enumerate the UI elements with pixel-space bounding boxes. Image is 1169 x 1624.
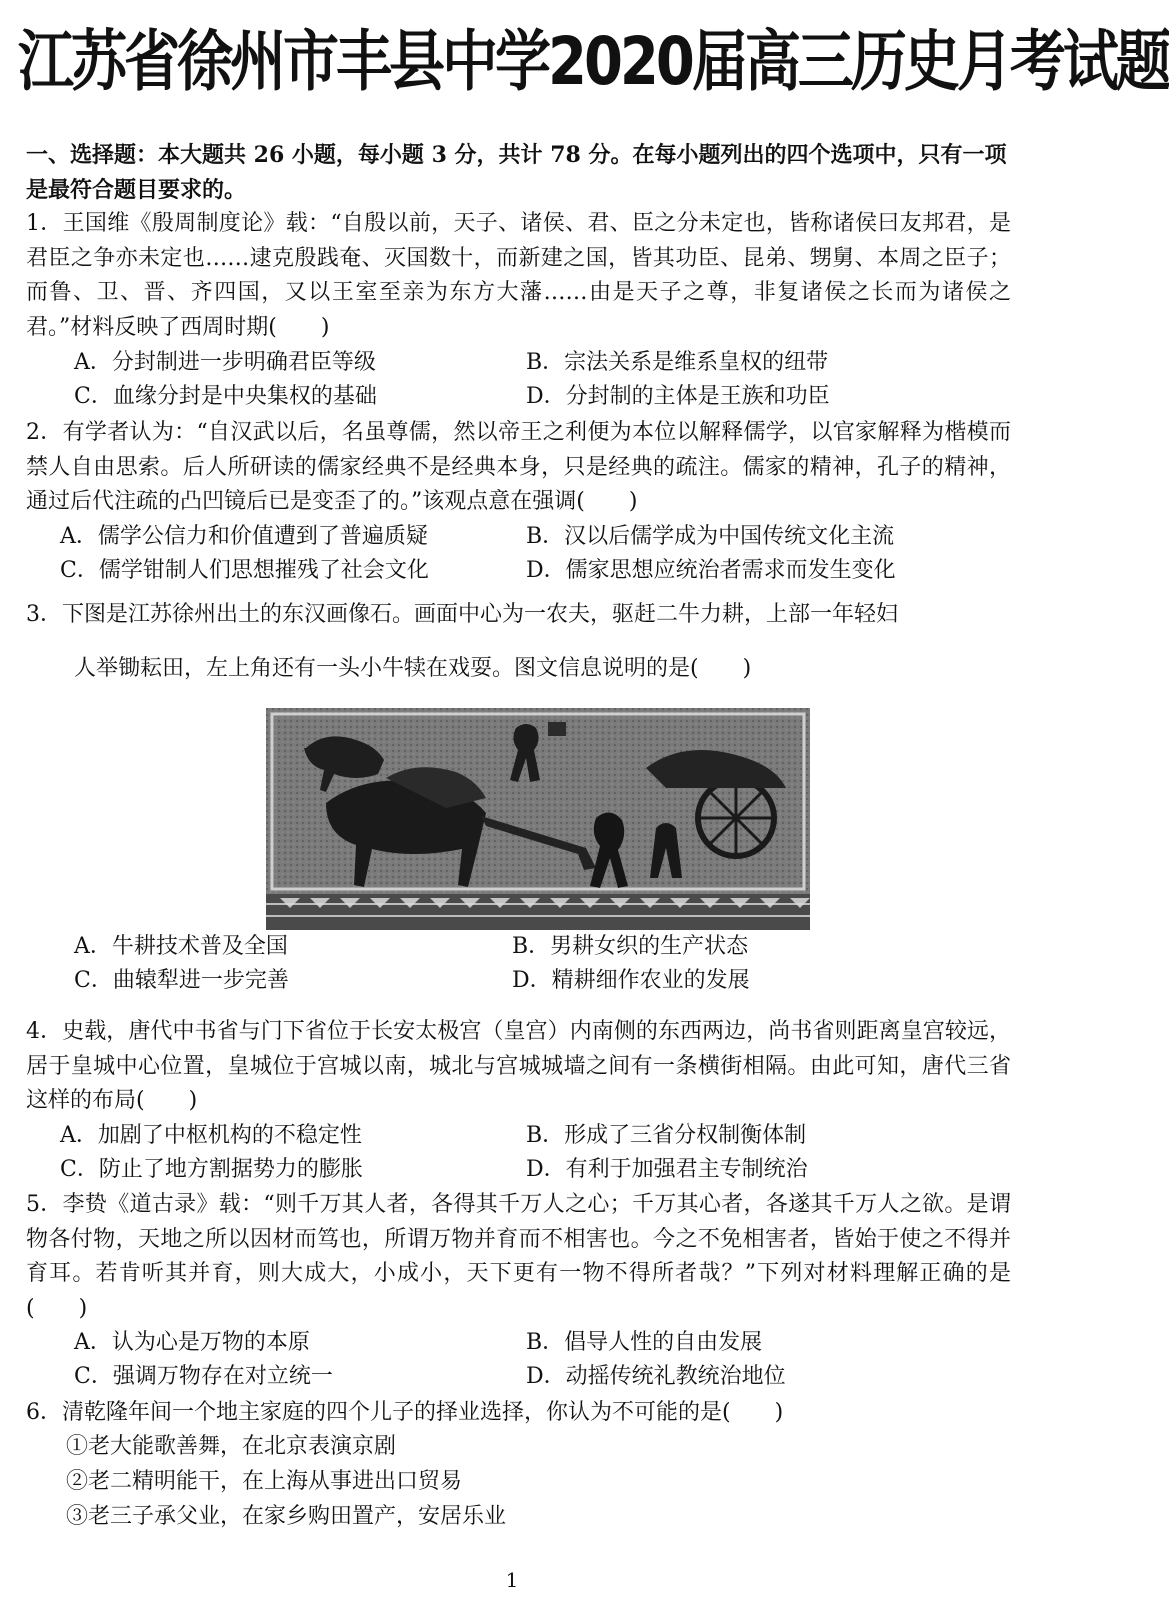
- page-number: 1: [505, 1568, 519, 1592]
- question-4-stem: 4．史载，唐代中书省与门下省位于长安太极宫（皇宫）内南侧的东西两边，尚书省则距离皇宫较远，居于皇城中心位置，皇城位于宫城以南，城北与宫城城墙之间有一条横街相隔。由此可知，唐代三省这样的布局( ): [26, 1019, 1011, 1113]
- question-3-stem-line-2: 人举锄耘田，左上角还有一头小牛犊在戏耍。图文信息说明的是( ): [74, 656, 752, 681]
- question-6-item-2[interactable]: ②老二精明能干，在上海从事进出口贸易: [66, 1469, 463, 1494]
- question-3-stem-line-1: 3．下图是江苏徐州出土的东汉画像石。画面中心为一农夫，驱赶二牛力耕，上部一年轻妇: [26, 602, 899, 627]
- section-heading: 一、选择题：本大题共 26 小题，每小题 3 分，共计 78 分。在每小题列出的四个选项中，只有一项是最符合题目要求的。: [26, 142, 1007, 203]
- question-1-option-d[interactable]: D．分封制的主体是王族和功臣: [526, 384, 830, 409]
- question-2-option-d[interactable]: D．儒家思想应统治者需求而发生变化: [526, 558, 896, 583]
- question-5-option-c[interactable]: C．强调万物存在对立统一: [74, 1364, 333, 1389]
- question-1-option-b[interactable]: B．宗法关系是维系皇权的纽带: [526, 350, 829, 375]
- question-3-option-d[interactable]: D．精耕细作农业的发展: [512, 968, 750, 993]
- question-6-item-3[interactable]: ③老三子承父业，在家乡购田置产，安居乐业: [66, 1504, 507, 1529]
- question-2-stem: 2．有学者认为：“自汉武以后，名虽尊儒，然以帝王之利便为本位以解释儒学，以官家解释为楷模而禁人自由思索。后人所研读的儒家经典不是经典本身，只是经典的疏注。儒家的精神，孔子的精神，通过后代注疏的凸凹镜后已是变歪了的。”该观点意在强调( ): [26, 420, 1011, 514]
- question-3-option-b[interactable]: B．男耕女织的生产状态: [512, 934, 749, 959]
- question-4-option-b[interactable]: B．形成了三省分权制衡体制: [526, 1123, 807, 1148]
- question-5-option-a[interactable]: A．认为心是万物的本原: [74, 1330, 310, 1355]
- question-4-option-a[interactable]: A．加剧了中枢机构的不稳定性: [60, 1123, 362, 1148]
- exam-title: 江苏省徐州市丰县中学2020届高三历史月考试题: [18, 23, 1169, 101]
- han-stone-relief-image: [266, 708, 810, 930]
- stone-relief-illustration: [266, 708, 810, 930]
- question-6-item-1[interactable]: ①老大能歌善舞，在北京表演京剧: [66, 1434, 397, 1459]
- question-4-option-c[interactable]: C．防止了地方割据势力的膨胀: [60, 1157, 363, 1182]
- question-1-option-c[interactable]: C．血缘分封是中央集权的基础: [74, 384, 377, 409]
- question-5-stem: 5．李贽《道古录》载：“则千万其人者，各得其千万人之心；千万其心者，各遂其千万人之欲。是谓物各付物，天地之所以因材而笃也，所谓万物并育而不相害也。今之不免相害者，皆始于使之不得并育耳。若肯听其并育，则大成大，小成小，天下更有一物不得所者哉？”下列对材料理解正确的是( ): [26, 1192, 1011, 1321]
- question-1-option-a[interactable]: A．分封制进一步明确君臣等级: [74, 350, 376, 375]
- question-5-option-b[interactable]: B．倡导人性的自由发展: [526, 1330, 763, 1355]
- question-1-stem: 1．王国维《殷周制度论》载：“自殷以前，天子、诸侯、君、臣之分未定也，皆称诸侯曰友邦君，是君臣之争亦未定也……逮克殷践奄、灭国数十，而新建之国，皆其功臣、昆弟、甥舅、本周之臣子；而鲁、卫、晋、齐四国，又以王室至亲为东方大藩……由是天子之尊，非复诸侯之长而为诸侯之君。”材料反映了西周时期( ): [26, 211, 1011, 340]
- question-2-option-b[interactable]: B．汉以后儒学成为中国传统文化主流: [526, 524, 895, 549]
- question-2-option-a[interactable]: A．儒学公信力和价值遭到了普遍质疑: [60, 524, 428, 549]
- question-2-option-c[interactable]: C．儒学钳制人们思想摧残了社会文化: [60, 558, 429, 583]
- question-6-stem: 6．清乾隆年间一个地主家庭的四个儿子的择业选择，你认为不可能的是( ): [26, 1400, 784, 1425]
- question-3-option-c[interactable]: C．曲辕犁进一步完善: [74, 968, 289, 993]
- question-4-option-d[interactable]: D．有利于加强君主专制统治: [526, 1157, 808, 1182]
- question-3-option-a[interactable]: A．牛耕技术普及全国: [74, 934, 288, 959]
- question-5-option-d[interactable]: D．动摇传统礼教统治地位: [526, 1364, 786, 1389]
